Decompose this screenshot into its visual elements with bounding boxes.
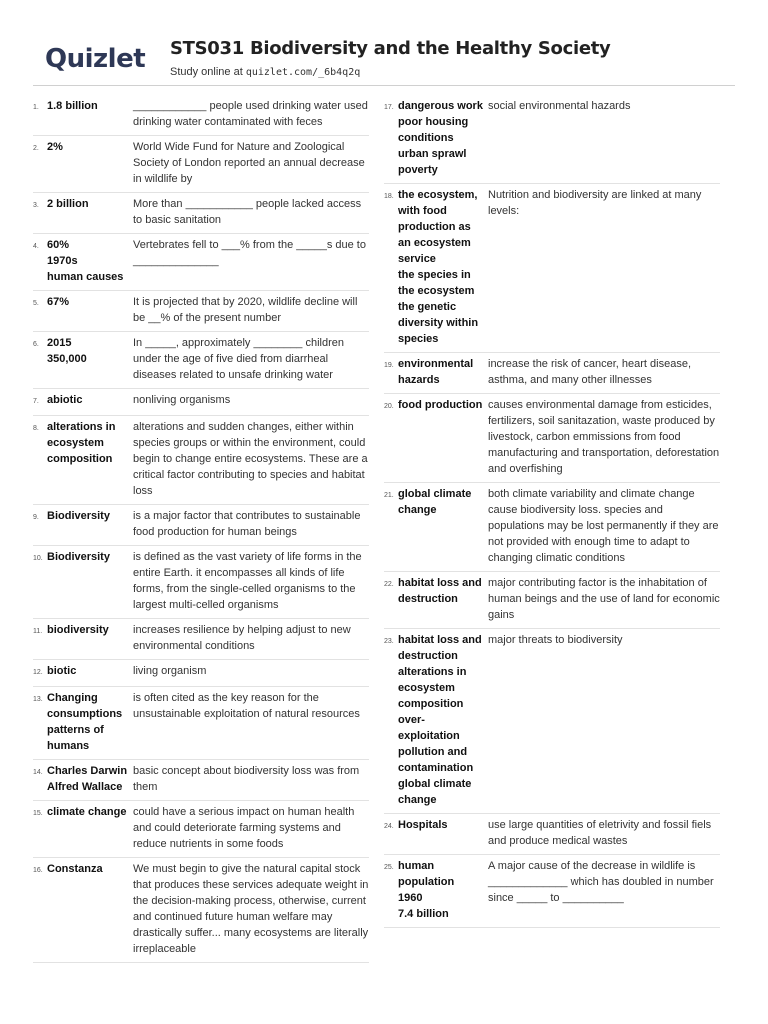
- card-term: [47, 98, 133, 130]
- card-number: 5.: [33, 300, 39, 307]
- card-term: [47, 861, 133, 957]
- card-term-line: 2%: [47, 141, 63, 153]
- page-header: [33, 36, 735, 86]
- card-term-line: Alfred Wallace: [47, 781, 123, 793]
- card-number: 10.: [33, 555, 43, 562]
- card-term-line: poverty: [398, 164, 438, 176]
- card-term-line: human population: [398, 860, 455, 888]
- flashcard-row: [33, 660, 369, 687]
- set-title: STS031 Biodiversity and the Healthy Society: [170, 38, 611, 59]
- card-number: 14.: [33, 769, 43, 776]
- card-term: [47, 196, 133, 228]
- flashcard-row: [384, 95, 720, 184]
- flashcard-row: [33, 234, 369, 291]
- card-term-line: poor housing conditions: [398, 116, 469, 144]
- card-number: 4.: [33, 243, 39, 250]
- card-term: [47, 392, 133, 410]
- card-term-line: 67%: [47, 296, 70, 308]
- card-definition: basic concept about biodiversity loss was from them: [133, 765, 360, 793]
- card-term-line: Constanza: [47, 863, 103, 875]
- header-divider: [33, 85, 735, 86]
- study-prefix: Study online at: [170, 66, 246, 78]
- card-term-line: over-exploitation: [398, 714, 460, 742]
- card-definition: A major cause of the decrease in wildlife is _____________ which has doubled in number since _____ to __________: [488, 860, 714, 904]
- flashcard-row: [384, 394, 720, 483]
- card-term-line: Biodiversity: [47, 551, 110, 563]
- card-term-line: Charles Darwin: [47, 765, 128, 777]
- flashcard-row: [384, 814, 720, 855]
- card-term: [398, 397, 488, 477]
- card-term-line: global climate change: [398, 778, 472, 806]
- card-term: [398, 356, 488, 388]
- card-number: 3.: [33, 202, 39, 209]
- card-term: [398, 575, 488, 623]
- flashcard-row: [33, 136, 369, 193]
- card-number: 21.: [384, 492, 394, 499]
- card-definition: causes environmental damage from esticides, fertilizers, soil sanitazation, waste produced by livestock, carbon emmissions from food manufacturing and transportation, deforestation and overfishing: [488, 399, 720, 475]
- card-definition: It is projected that by 2020, wildlife decline will be __% of the present number: [133, 296, 358, 324]
- card-definition: In _____, approximately ________ children under the age of five died from diarrheal diseases related to unsafe drinking water: [133, 337, 344, 381]
- flashcard-row: [384, 483, 720, 572]
- flashcard-row: [33, 858, 369, 963]
- flashcard-row: [33, 801, 369, 858]
- flashcard-row: [33, 389, 369, 416]
- card-definition: increases resilience by helping adjust to new environmental conditions: [133, 624, 351, 652]
- card-term: [47, 335, 133, 383]
- card-definition: could have a serious impact on human health and could deteriorate farming systems and reduce nutrients in some foods: [133, 806, 355, 850]
- flashcard-row: [33, 95, 369, 136]
- card-definition: alterations and sudden changes, either within species groups or within the environment, could begin to change entire ecosystems. These are a critical factor contributing to species and habitat loss: [133, 421, 368, 497]
- card-definition: social environmental hazards: [488, 100, 631, 112]
- card-number: 19.: [384, 362, 394, 369]
- card-term-line: biodiversity: [47, 624, 109, 636]
- card-number: 16.: [33, 867, 43, 874]
- card-term: [47, 690, 133, 754]
- card-term-line: 1.8 billion: [47, 100, 98, 112]
- card-number: 23.: [384, 638, 394, 645]
- card-definition: World Wide Fund for Nature and Zoological Society of London reported an annual decrease in wildlife by: [133, 141, 365, 185]
- card-term: [47, 237, 133, 285]
- card-definition: We must begin to give the natural capital stock that produces these services adequate weight in the decision-making process, otherwise, current and continued future human welfare may drastically suffer... many ecosystems are literally irreplaceable: [133, 863, 369, 955]
- card-term: [47, 139, 133, 187]
- card-number: 15.: [33, 810, 43, 817]
- card-term-line: pollution and contamination: [398, 746, 474, 774]
- card-term: [47, 508, 133, 540]
- flashcard-row: [384, 629, 720, 814]
- card-number: 1.: [33, 104, 39, 111]
- flashcard-row: [33, 416, 369, 505]
- card-term: [398, 486, 488, 566]
- card-number: 24.: [384, 823, 394, 830]
- card-term: [47, 622, 133, 654]
- card-term-line: urban sprawl: [398, 148, 467, 160]
- card-number: 13.: [33, 696, 43, 703]
- flashcard-row: [384, 855, 720, 928]
- card-term-line: Changing consumptions patterns of humans: [47, 692, 123, 752]
- card-definition: increase the risk of cancer, heart disease, asthma, and many other illnesses: [488, 358, 691, 386]
- card-term-line: abiotic: [47, 394, 83, 406]
- card-term: [47, 663, 133, 681]
- card-term-line: 1970s: [47, 255, 78, 267]
- card-number: 8.: [33, 425, 39, 432]
- card-number: 7.: [33, 398, 39, 405]
- left-card-column: [33, 95, 369, 963]
- card-term-line: 7.4 billion: [398, 908, 449, 920]
- flashcard-row: [33, 291, 369, 332]
- card-term-line: habitat loss and destruction: [398, 577, 482, 605]
- flashcard-row: [33, 760, 369, 801]
- card-definition: Nutrition and biodiversity are linked at many levels:: [488, 189, 702, 217]
- card-definition: nonliving organisms: [133, 394, 231, 406]
- flashcard-row: [384, 353, 720, 394]
- card-number: 17.: [384, 104, 394, 111]
- card-number: 9.: [33, 514, 39, 521]
- card-definition: living organism: [133, 665, 207, 677]
- card-number: 25.: [384, 864, 394, 871]
- card-term-line: biotic: [47, 665, 77, 677]
- flashcard-row: [384, 184, 720, 353]
- quizlet-logo[interactable]: Quizlet: [45, 44, 146, 74]
- card-definition: Vertebrates fell to ___% from the _____s due to ______________: [133, 239, 366, 267]
- card-number: 11.: [33, 628, 43, 635]
- flashcard-row: [384, 572, 720, 629]
- card-term-line: global climate change: [398, 488, 472, 516]
- card-number: 20.: [384, 403, 394, 410]
- card-number: 6.: [33, 341, 39, 348]
- card-term-line: the ecosystem, with food production as an ecosystem service: [398, 189, 478, 265]
- card-term-line: 60%: [47, 239, 70, 251]
- card-term-line: alterations in ecosystem composition: [398, 666, 467, 710]
- card-definition: is often cited as the key reason for the unsustainable exploitation of natural resources: [133, 692, 360, 720]
- card-term-line: alterations in ecosystem composition: [47, 421, 116, 465]
- card-term-line: food production: [398, 399, 483, 411]
- card-number: 2.: [33, 145, 39, 152]
- card-term-line: Hospitals: [398, 819, 448, 831]
- card-term: [398, 817, 488, 849]
- card-term-line: the species in the ecosystem: [398, 269, 475, 297]
- card-term-line: climate change: [47, 806, 127, 818]
- card-definition: major threats to biodiversity: [488, 634, 623, 646]
- card-term: [47, 549, 133, 613]
- card-definition: is defined as the vast variety of life forms in the entire Earth. it encompasses all kinds of life forms, from the single-celled organisms to the largest multi-celled organisms: [133, 551, 362, 611]
- card-term-line: environmental hazards: [398, 358, 474, 386]
- card-term: [398, 98, 488, 178]
- card-term: [398, 632, 488, 808]
- flashcard-row: [33, 193, 369, 234]
- flashcard-row: [33, 687, 369, 760]
- card-term-line: 1960: [398, 892, 423, 904]
- card-definition: is a major factor that contributes to sustainable food production for human beings: [133, 510, 361, 538]
- card-term: [47, 419, 133, 499]
- card-term-line: human causes: [47, 271, 124, 283]
- card-term-line: habitat loss and destruction: [398, 634, 482, 662]
- study-url-link[interactable]: quizlet.com/_6b4q2q: [245, 67, 361, 78]
- card-number: 22.: [384, 581, 394, 588]
- card-term: [47, 294, 133, 326]
- card-term: [398, 858, 488, 922]
- right-card-column: [384, 95, 720, 928]
- card-term: [47, 804, 133, 852]
- flashcard-row: [33, 332, 369, 389]
- card-definition: major contributing factor is the inhabitation of human beings and the use of land for economic gains: [488, 577, 720, 621]
- card-term-line: 2 billion: [47, 198, 89, 210]
- card-term: [398, 187, 488, 347]
- card-definition: use large quantities of eletrivity and fossil fiels and produce medical wastes: [488, 819, 712, 847]
- card-definition: More than ___________ people lacked access to basic sanitation: [133, 198, 362, 226]
- flashcard-row: [33, 619, 369, 660]
- card-term-line: dangerous work: [398, 100, 483, 112]
- card-definition: ____________ people used drinking water used drinking water contaminated with feces: [133, 100, 368, 128]
- card-term-line: Biodiversity: [47, 510, 110, 522]
- card-term-line: 350,000: [47, 353, 87, 365]
- card-definition: both climate variability and climate change cause biodiversity loss. species and populations may be lost permanently if they are not provided with enough time to adapt to changing climatic conditions: [488, 488, 719, 564]
- study-online-line: [170, 66, 360, 78]
- card-term-line: the genetic diversity within species: [398, 301, 479, 345]
- flashcard-row: [33, 505, 369, 546]
- card-number: 12.: [33, 669, 43, 676]
- flashcard-row: [33, 546, 369, 619]
- card-term-line: 2015: [47, 337, 72, 349]
- card-term: [47, 763, 133, 795]
- card-number: 18.: [384, 193, 394, 200]
